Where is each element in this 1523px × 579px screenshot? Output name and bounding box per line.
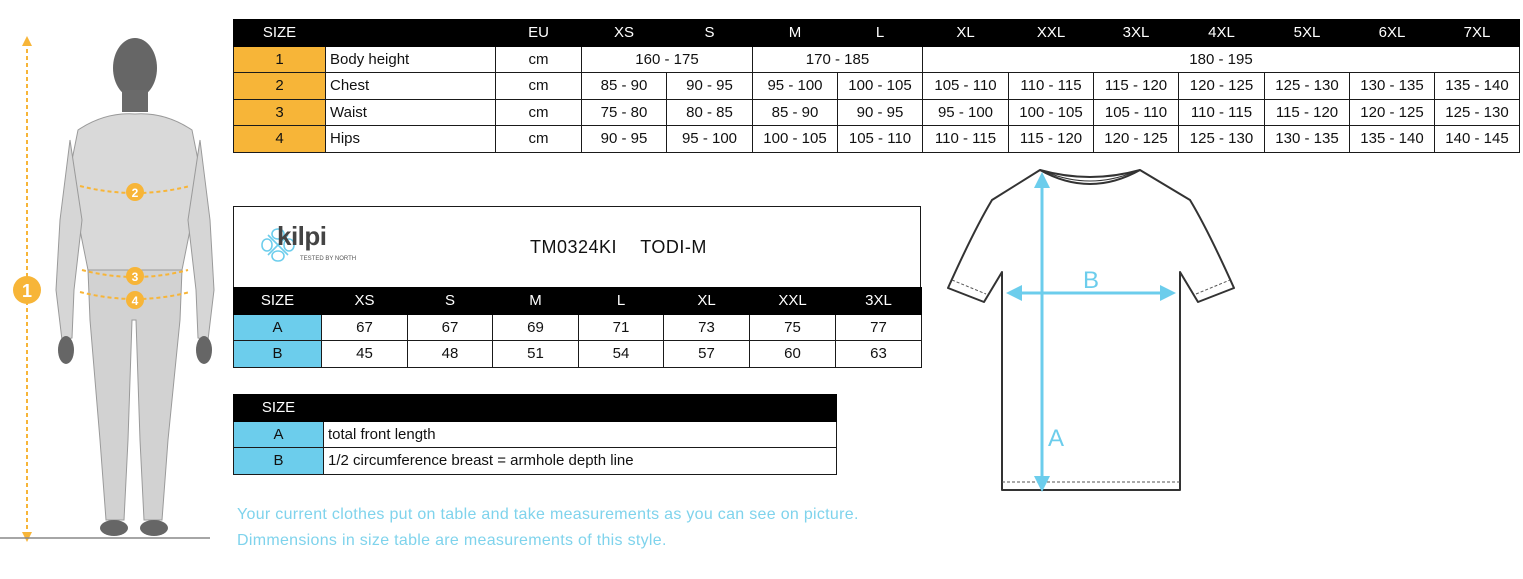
tshirt-diagram xyxy=(940,160,1240,500)
marker-3 xyxy=(126,267,144,285)
table-row: B 45 48 51 54 57 60 63 xyxy=(234,341,922,368)
table-row: 1 Body height cm 160 - 175 170 - 185 180 - 195 xyxy=(234,46,1520,73)
marker-2 xyxy=(126,183,144,201)
garment-size-table xyxy=(233,287,922,368)
note-line-2: Dimmensions in size table are measurements of this style. xyxy=(237,532,667,549)
table-row: B 1/2 circumference breast = armhole depth line xyxy=(234,448,837,475)
note-line-1: Your current clothes put on table and take measurements as you can see on picture. xyxy=(237,506,859,523)
legend-table-header: SIZE xyxy=(234,395,837,422)
marker-4 xyxy=(126,291,144,309)
table-row: A total front length xyxy=(234,421,837,448)
label-b: B xyxy=(1083,267,1100,294)
model-name: TODI-M xyxy=(640,237,707,257)
table-row: 4 Hips cm 90 - 95 95 - 100 100 - 105 105 - 110 110 - 115 115 - 120 120 - 125 125 - 130 130 - 135 135 - 140 140 - 145 xyxy=(234,126,1520,153)
body-figure xyxy=(0,20,225,545)
table-row: 2 Chest cm 85 - 90 90 - 95 95 - 100 100 - 105 105 - 110 110 - 115 115 - 120 120 - 125 125 - 130 130 - 135 135 - 140 xyxy=(234,73,1520,100)
label-a: A xyxy=(1048,425,1065,452)
svg-text:2: 2 xyxy=(131,186,139,200)
model-code: TM0324KI xyxy=(530,237,618,257)
table-row: 3 Waist cm 75 - 80 80 - 85 85 - 90 90 - 95 95 - 100 100 - 105 105 - 110 110 - 115 115 - 120 120 - 125 125 - 130 xyxy=(234,99,1520,126)
brand-header xyxy=(233,206,921,287)
brand-tagline: TESTED BY NORTH xyxy=(300,256,357,262)
body-size-table xyxy=(233,19,1520,153)
svg-text:3: 3 xyxy=(131,270,139,284)
model-title xyxy=(530,237,725,258)
marker-1 xyxy=(13,276,41,304)
svg-text:1: 1 xyxy=(21,281,33,301)
table-row: A 67 67 69 71 73 75 77 xyxy=(234,314,922,341)
body-table-header: SIZE EU XS S M L XL XXL 3XL 4XL 5XL 6XL 7XL xyxy=(234,20,1520,47)
garment-table-header: SIZE XS S M L XL XXL 3XL xyxy=(234,288,922,315)
svg-text:4: 4 xyxy=(131,294,139,308)
measurement-legend-table xyxy=(233,394,837,475)
brand-name: kilpi xyxy=(277,221,327,251)
